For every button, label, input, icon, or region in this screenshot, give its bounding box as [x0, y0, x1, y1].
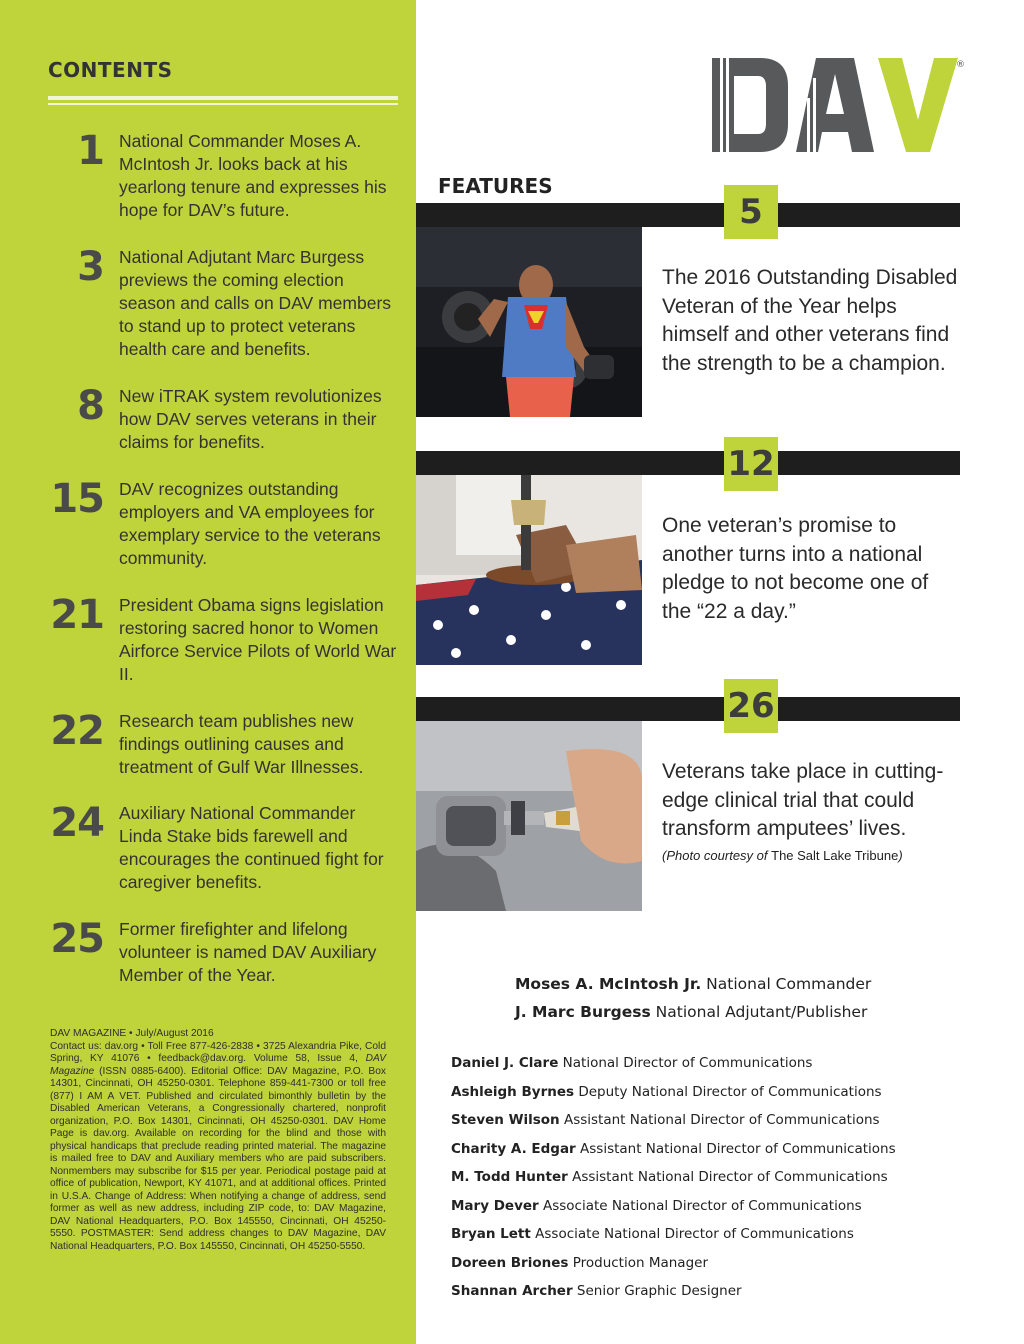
contents-heading: CONTENTS [48, 58, 173, 82]
staff-title: Associate National Director of Communications [542, 1198, 862, 1214]
feature-bar-26 [416, 697, 960, 721]
staff-title: National Director of Communications [562, 1055, 813, 1071]
feature-bar-5 [416, 203, 960, 227]
feature-number-12: 12 [724, 437, 778, 491]
staff-name: Daniel J. Clare [451, 1055, 559, 1071]
heading-rule-thin [48, 103, 398, 105]
masthead-body-b: (ISSN 0885-6400). Editorial Office: DAV Magazine, P.O. Box 14301, Cincinnati, OH 45250-0301. Telephone 859-441-7300 or toll free (877) I AM A VET. Published and circulated bimonthly bulletin by the Disabled American Veterans, a Congressionally chartered, nonprofit organization, P.O. Box 14301, Cincinnati, OH 45250-0301. DAV Home Page is dav.org. Available on recording for the blind and those with physical handicaps that preclude reading printed material. The magazine is mailed free to DAV and Auxiliary members who are paid subscribers. Nonmembers may subscribe for $15 per year. Periodical postage paid at office of publication, Newport, KY 41071, and at additional offices. Printed in U.S.A. Change of Address: When notifying a change of address, send former as well as new address, including ZIP code, to: DAV Magazine, DAV National Headquarters, P.O. Box 145550, Cincinnati, OH 45250-5550. POSTMASTER: Send address changes to DAV Magazine, DAV National Headquarters, P.O. Box 145550, Cincinnati, OH 45250-5550. [50, 1065, 386, 1252]
staff-row [451, 1141, 896, 1157]
staff-name: M. Todd Hunter [451, 1169, 568, 1185]
masthead-body-a: Contact us: dav.org • Toll Free 877-426-2838 • 3725 Alexandria Pike, Cold Spring, KY 41076 • feedback@dav.org. Volume 58, Issue 4, [50, 1040, 386, 1064]
toc-page-number: 21 [50, 592, 104, 638]
staff-name: Mary Dever [451, 1198, 539, 1214]
staff-title: Production Manager [572, 1255, 709, 1271]
staff-row [451, 1169, 888, 1185]
staff-row [451, 1198, 862, 1214]
registered-mark: ® [956, 60, 965, 70]
staff-name: Shannan Archer [451, 1283, 573, 1299]
toc-description: National Commander Moses A. McIntosh Jr. looks back at his yearlong tenure and expresses his hope for DAV’s future. [119, 131, 387, 220]
masthead-text [50, 1028, 386, 1253]
staff-row [451, 1084, 882, 1100]
staff-name: Doreen Briones [451, 1255, 569, 1271]
toc-page-number: 1 [77, 128, 104, 174]
feature-text-12: One veteran’s promise to another turns into a national pledge to not become one of the “22 a day.” [662, 514, 929, 623]
toc-description: Research team publishes new findings outlining causes and treatment of Gulf War Illnesses. [119, 711, 364, 777]
toc-description: Former firefighter and lifelong volunteer is named DAV Auxiliary Member of the Year. [119, 919, 377, 985]
prosthetic-photo [416, 721, 642, 911]
features-heading: FEATURES [438, 174, 553, 198]
staff-name: Ashleigh Byrnes [451, 1084, 575, 1100]
toc-page-number: 25 [50, 916, 104, 962]
toc-page-number: 15 [50, 476, 104, 522]
toc-description: Auxiliary National Commander Linda Stake bids farewell and encourages the continued fight for caregiver benefits. [119, 803, 384, 892]
credit-source: The Salt Lake Tribune [771, 848, 899, 863]
staff-row [451, 1112, 880, 1128]
masthead-issue-line: DAV MAGAZINE • July/August 2016 [50, 1028, 214, 1039]
staff-row [451, 1055, 812, 1071]
officer-commander [515, 975, 871, 993]
feature-text-5: The 2016 Outstanding Disabled Veteran of the Year helps himself and other veterans find the strength to be a champion. [662, 266, 958, 375]
weightlifter-photo [416, 227, 642, 417]
toc-description: DAV recognizes outstanding employers and VA employees for exemplary service to the veterans community. [119, 479, 381, 568]
staff-name: Bryan Lett [451, 1226, 531, 1242]
staff-title: Assistant National Director of Communications [580, 1141, 896, 1157]
staff-title: Associate National Director of Communications [535, 1226, 854, 1242]
staff-title: Deputy National Director of Communications [578, 1084, 882, 1100]
heading-rule [48, 96, 398, 100]
staff-row [451, 1255, 708, 1271]
staff-title: Assistant National Director of Communications [572, 1169, 888, 1185]
feature-number-5: 5 [724, 185, 778, 239]
staff-name: Charity A. Edgar [451, 1141, 576, 1157]
credit-suffix: ) [898, 848, 903, 863]
credit-prefix: (Photo courtesy of [662, 848, 772, 863]
toc-page-number: 22 [50, 708, 104, 754]
photo-credit [662, 848, 903, 863]
masthead-magazine-title: DAV Magazine [50, 1053, 386, 1077]
toc-description: President Obama signs legislation restoring sacred honor to Women Airforce Service Pilots of World War II. [119, 595, 397, 684]
feature-text-26: Veterans take place in cutting-edge clinical trial that could transform amputees’ lives. [662, 760, 944, 840]
toc-description: National Adjutant Marc Burgess previews the coming election season and calls on DAV members to stand up to protect veterans health care and benefits. [119, 247, 392, 359]
officer-adjutant [515, 1003, 867, 1021]
toc-page-number: 8 [77, 383, 104, 429]
staff-title: Senior Graphic Designer [576, 1283, 742, 1299]
officer-name: Moses A. McIntosh Jr. [515, 975, 702, 993]
feature-number-26: 26 [724, 679, 778, 733]
toc-page-number: 24 [50, 800, 104, 846]
officer-title: National Adjutant/Publisher [655, 1003, 868, 1021]
staff-row [451, 1226, 854, 1242]
officer-title: National Commander [706, 975, 872, 993]
staff-row [451, 1283, 742, 1299]
officer-name: J. Marc Burgess [515, 1003, 651, 1021]
staff-title: Assistant National Director of Communications [563, 1112, 880, 1128]
staff-name: Steven Wilson [451, 1112, 560, 1128]
flag-folding-photo [416, 475, 642, 665]
dav-logo [712, 58, 965, 152]
feature-bar-12 [416, 451, 960, 475]
toc-page-number: 3 [77, 244, 104, 290]
toc-description: New iTRAK system revolutionizes how DAV serves veterans in their claims for benefits. [119, 386, 382, 452]
contents-sidebar [0, 0, 416, 1344]
